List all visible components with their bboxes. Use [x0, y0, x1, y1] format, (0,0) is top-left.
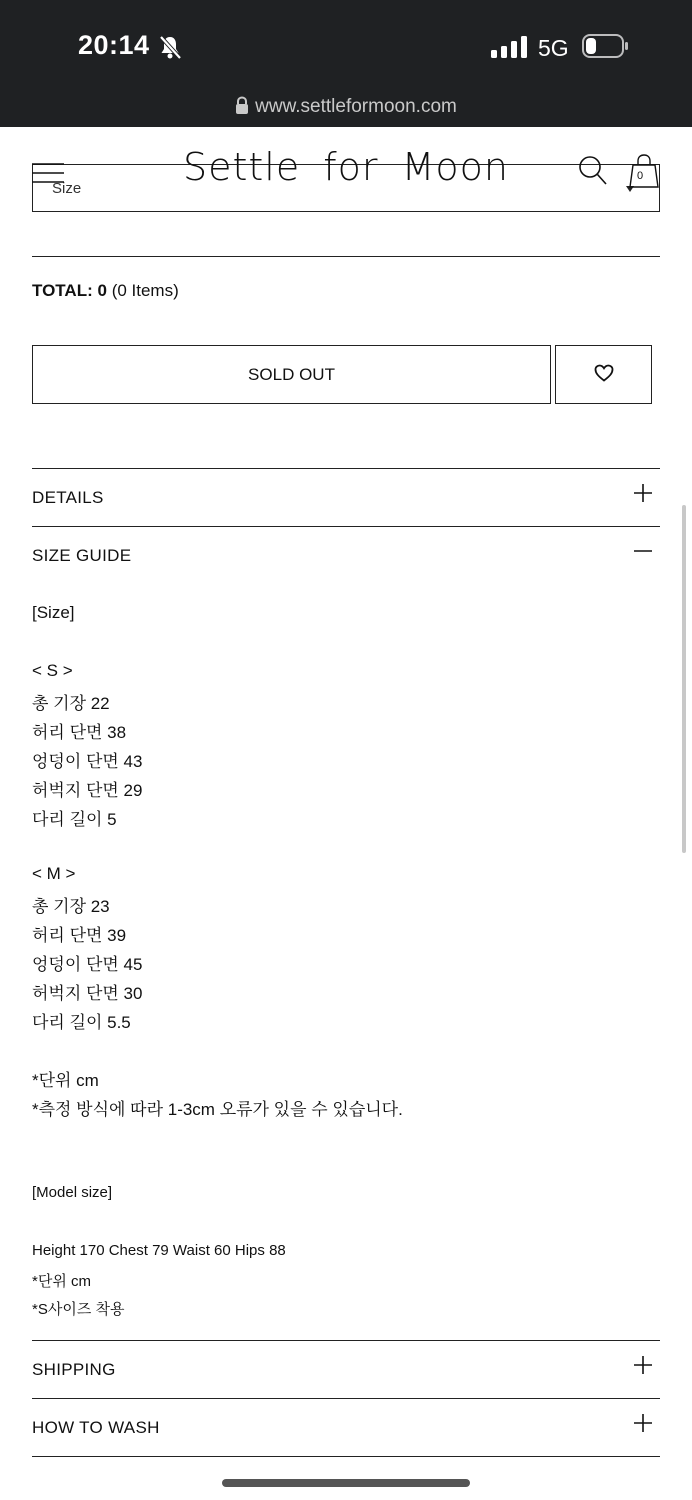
sold-out-button[interactable]: SOLD OUT [32, 345, 551, 404]
total-amount: 0 [97, 281, 107, 300]
url-bar[interactable] [0, 96, 692, 120]
status-time: 20:14 [78, 30, 150, 60]
size-m-line: 허리 단면 39 [32, 926, 127, 945]
url-text: www.settleformoon.com [255, 96, 457, 117]
size-s-line: 총 기장 22 [32, 694, 110, 713]
size-heading: [Size] [32, 603, 75, 622]
divider [32, 1340, 660, 1341]
accordion-details[interactable]: DETAILS [32, 488, 104, 507]
total-items: (0 Items) [111, 281, 179, 300]
accordion-how-to-wash[interactable]: HOW TO WASH [32, 1418, 160, 1437]
accordion-size-guide[interactable]: SIZE GUIDE [32, 546, 132, 565]
size-select-label: Size [52, 180, 82, 197]
plus-icon[interactable] [632, 1412, 654, 1434]
wishlist-button[interactable] [555, 345, 652, 404]
divider [32, 1398, 660, 1399]
size-s-line: 허벅지 단면 29 [32, 781, 143, 800]
divider [32, 256, 660, 257]
size-m-header: < M > [32, 864, 76, 883]
shopping-bag-icon[interactable] [627, 153, 661, 194]
size-m-line: 허벅지 단면 30 [32, 984, 143, 1003]
measurement-error-note: *측정 방식에 따라 1-3cm 오류가 있을 수 있습니다. [32, 1100, 403, 1119]
minus-icon[interactable] [632, 540, 654, 562]
order-total [32, 281, 179, 301]
size-s-line: 엉덩이 단면 43 [32, 752, 143, 771]
search-icon[interactable] [578, 154, 608, 191]
model-size-heading: [Model size] [32, 1184, 113, 1201]
size-m-line: 다리 길이 5.5 [32, 1013, 131, 1032]
site-logo[interactable]: Settle for Moon [182, 145, 509, 189]
battery-icon [582, 34, 628, 58]
divider [32, 526, 660, 527]
status-bar [0, 0, 692, 127]
signal-strength-icon [491, 36, 529, 58]
size-s-line: 다리 길이 5 [32, 810, 117, 829]
cart-count-badge: 0 [637, 170, 644, 182]
size-s-header: < S > [32, 661, 73, 680]
lock-icon [235, 96, 249, 120]
plus-icon[interactable] [632, 1354, 654, 1376]
plus-icon[interactable] [632, 482, 654, 504]
total-label: TOTAL: [32, 281, 93, 300]
divider [32, 1456, 660, 1457]
model-measurements: Height 170 Chest 79 Waist 60 Hips 88 [32, 1242, 286, 1259]
size-s-line: 허리 단면 38 [32, 723, 127, 742]
bell-muted-icon [158, 34, 182, 65]
model-unit-note: *단위 cm [32, 1273, 91, 1290]
size-m-line: 엉덩이 단면 45 [32, 955, 143, 974]
scrollbar[interactable] [682, 505, 686, 853]
unit-note: *단위 cm [32, 1071, 99, 1090]
model-wearing-note: *S사이즈 착용 [32, 1301, 125, 1318]
divider [32, 468, 660, 469]
home-indicator[interactable] [222, 1479, 470, 1487]
network-type: 5G [538, 35, 569, 61]
accordion-shipping[interactable]: SHIPPING [32, 1360, 116, 1379]
size-m-line: 총 기장 23 [32, 897, 110, 916]
heart-icon [594, 364, 614, 382]
